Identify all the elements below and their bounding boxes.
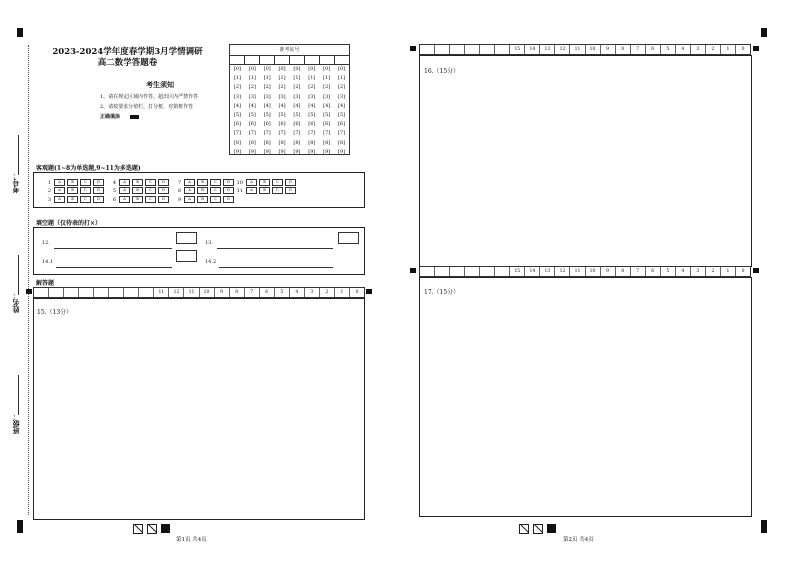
- mc-option-bubble[interactable]: C: [80, 187, 91, 194]
- fill-q12-line[interactable]: [54, 248, 172, 249]
- ticket-digit-bubble[interactable]: [5]: [338, 112, 346, 119]
- ticket-digit-bubble[interactable]: [6]: [338, 121, 346, 128]
- ticket-digit-bubble[interactable]: [2]: [263, 84, 271, 91]
- answer-area-q17[interactable]: [419, 277, 752, 517]
- solution-title: 解答题: [36, 280, 55, 287]
- ticket-digit-bubble[interactable]: [7]: [293, 130, 301, 137]
- name-label: 姓名：: [11, 292, 20, 313]
- score-cell[interactable]: 11: [154, 288, 169, 297]
- mc-question-number: 9: [177, 196, 181, 203]
- ticket-digit-bubble[interactable]: [1]: [293, 75, 301, 82]
- score-cell[interactable]: 3: [305, 288, 320, 297]
- mc-option-bubble[interactable]: A: [246, 187, 257, 194]
- notice-block: [100, 80, 220, 120]
- exam-no-line: [18, 135, 19, 175]
- ticket-digit-bubble[interactable]: [0]: [308, 66, 316, 72]
- score-cell[interactable]: 11: [570, 267, 585, 276]
- score-cell[interactable]: 1: [721, 267, 736, 276]
- ticket-digit-bubble[interactable]: [4]: [308, 102, 316, 109]
- mc-question-number: 2: [47, 187, 51, 194]
- fill-q12-label: 12.: [42, 240, 50, 246]
- ticket-digit-bubble[interactable]: [3]: [278, 93, 286, 100]
- notice-line-1: 1、请在规定区域内作答，超出区内严禁作答: [100, 94, 199, 100]
- ticket-digit-bubble[interactable]: [8]: [308, 139, 316, 146]
- mc-question-number: 5: [112, 187, 116, 194]
- score-cell[interactable]: 3: [691, 45, 706, 54]
- mc-option-bubble[interactable]: D: [158, 196, 169, 203]
- score-cell[interactable]: [480, 45, 495, 54]
- ticket-digit-bubble[interactable]: [9]: [293, 148, 301, 155]
- q16-label: 16.（15分）: [424, 68, 460, 75]
- ticket-column[interactable]: [275, 65, 290, 157]
- score-cell[interactable]: 13: [540, 45, 555, 54]
- mc-option-bubble[interactable]: D: [285, 187, 296, 194]
- ticket-digit-bubble[interactable]: [6]: [278, 121, 286, 128]
- mc-option-bubble[interactable]: A: [184, 187, 195, 194]
- score-cell[interactable]: 6: [646, 267, 661, 276]
- corner-mark-tr: [761, 28, 767, 37]
- score-cell[interactable]: 6: [646, 45, 661, 54]
- mc-option-bubble[interactable]: B: [67, 179, 78, 186]
- score-cell[interactable]: 15: [510, 267, 525, 276]
- score-cell[interactable]: 11: [570, 45, 585, 54]
- corner-mark-tl: [17, 28, 23, 37]
- mc-option-bubble[interactable]: C: [210, 187, 221, 194]
- score-cell[interactable]: 0: [741, 269, 745, 274]
- ticket-digit-bubble[interactable]: [6]: [263, 121, 271, 128]
- notice-title: 考生须知: [146, 80, 174, 89]
- ticket-digit-bubble[interactable]: [1]: [278, 75, 286, 82]
- corner-mark-bl: [17, 520, 23, 533]
- score-cell[interactable]: 12: [169, 288, 184, 297]
- score-strip-mark-left: [26, 289, 32, 294]
- ticket-digit-bubble[interactable]: [1]: [248, 75, 256, 82]
- ticket-digit-bubble[interactable]: [0]: [278, 66, 286, 72]
- answer-area-q15[interactable]: [33, 298, 365, 520]
- ticket-digit-bubble[interactable]: [5]: [308, 112, 316, 119]
- mc-option-bubble[interactable]: B: [67, 187, 78, 194]
- score-cell[interactable]: 5: [661, 267, 676, 276]
- mc-option-bubble[interactable]: A: [54, 187, 65, 194]
- ticket-digit-bubble[interactable]: [3]: [323, 93, 331, 100]
- mc-option-bubble[interactable]: A: [184, 196, 195, 203]
- ticket-digit-bubble[interactable]: [7]: [248, 130, 256, 137]
- mc-option-bubble[interactable]: C: [210, 196, 221, 203]
- ticket-digit-bubble[interactable]: [7]: [338, 130, 346, 137]
- score-cell[interactable]: 4: [290, 288, 305, 297]
- score-cell[interactable]: [435, 267, 450, 276]
- score-cell[interactable]: [450, 45, 465, 54]
- mc-option-bubble[interactable]: B: [197, 196, 208, 203]
- score-cell[interactable]: [465, 267, 480, 276]
- mc-option-bubble[interactable]: D: [223, 179, 234, 186]
- mc-option-bubble[interactable]: D: [93, 179, 104, 186]
- ticket-digit-bubble[interactable]: [3]: [338, 93, 346, 100]
- ticket-digit-bubble[interactable]: [5]: [278, 112, 286, 119]
- page-number-2: 第2页 共4页: [563, 537, 594, 543]
- mc-question-number: 6: [112, 196, 116, 203]
- mark-example-label: 正确填涂: [100, 114, 121, 120]
- fill-q13-line[interactable]: [217, 248, 333, 249]
- score-cell[interactable]: [139, 288, 154, 297]
- mc-option-bubble[interactable]: A: [54, 179, 65, 186]
- ticket-digit-bubble[interactable]: [0]: [293, 66, 301, 72]
- score-cell[interactable]: [495, 45, 510, 54]
- mc-option-bubble[interactable]: C: [145, 179, 156, 186]
- score-strip-q16[interactable]: [419, 44, 751, 55]
- ticket-digit-bubble[interactable]: [4]: [323, 102, 331, 109]
- score-cell[interactable]: 12: [555, 267, 570, 276]
- score-cell[interactable]: [435, 45, 450, 54]
- mc-question-row[interactable]: [233, 187, 298, 194]
- score-cell[interactable]: [465, 45, 480, 54]
- mc-question-row[interactable]: [106, 179, 171, 186]
- exam-no-label: 考号：: [11, 172, 20, 193]
- mc-option-bubble[interactable]: B: [132, 179, 143, 186]
- mc-option-bubble[interactable]: B: [132, 187, 143, 194]
- ticket-digit-bubble[interactable]: [7]: [323, 130, 331, 137]
- footer-mark-6: [547, 524, 556, 533]
- score-cell[interactable]: [94, 288, 109, 297]
- ticket-digit-bubble[interactable]: [1]: [308, 75, 316, 82]
- mc-question-row[interactable]: [106, 196, 171, 203]
- ticket-digit-bubble[interactable]: [8]: [338, 139, 346, 146]
- filled-mark-example: [130, 115, 139, 119]
- mc-question-number: 3: [47, 196, 51, 203]
- fill-q14-score[interactable]: [176, 250, 197, 262]
- ticket-column[interactable]: [334, 65, 349, 157]
- fill-q12-score[interactable]: [176, 232, 197, 244]
- ticket-digit-bubble[interactable]: [6]: [323, 121, 331, 128]
- ticket-digit-bubble[interactable]: [8]: [263, 139, 271, 146]
- fill-q14-1-line[interactable]: [56, 267, 172, 268]
- mc-option-bubble[interactable]: C: [80, 196, 91, 203]
- score-cell[interactable]: 14: [525, 45, 540, 54]
- score-cell[interactable]: 8: [230, 288, 245, 297]
- name-line: [18, 255, 19, 295]
- score-cell[interactable]: 9: [601, 267, 616, 276]
- ticket-digit-bubble[interactable]: [5]: [293, 112, 301, 119]
- ticket-grid[interactable]: [229, 44, 350, 155]
- score-cell[interactable]: [480, 267, 495, 276]
- ticket-digit-bubble[interactable]: [9]: [278, 148, 286, 155]
- score-cell[interactable]: 2: [320, 288, 335, 297]
- ticket-digit-bubble[interactable]: [5]: [233, 112, 241, 119]
- score-cell[interactable]: 8: [616, 45, 631, 54]
- mc-option-bubble[interactable]: B: [197, 179, 208, 186]
- mc-option-bubble[interactable]: D: [223, 187, 234, 194]
- score-cell[interactable]: 2: [706, 45, 721, 54]
- ticket-digit-bubble[interactable]: [2]: [293, 84, 301, 91]
- ticket-digit-bubble[interactable]: [7]: [233, 130, 241, 137]
- ticket-digit-bubble[interactable]: [2]: [248, 84, 256, 91]
- mc-question-row[interactable]: [106, 187, 171, 194]
- ticket-digit-bubble[interactable]: [0]: [338, 66, 346, 72]
- ticket-column[interactable]: [230, 65, 245, 157]
- ticket-column[interactable]: [260, 65, 275, 157]
- ticket-digit-bubble[interactable]: [6]: [308, 121, 316, 128]
- ticket-title: 准考证号: [230, 45, 349, 56]
- ticket-digit-bubble[interactable]: [7]: [263, 130, 271, 137]
- class-line: [18, 375, 19, 415]
- class-label: 班级：: [11, 413, 20, 434]
- score-cell[interactable]: 3: [691, 267, 706, 276]
- score-cell[interactable]: 8: [616, 267, 631, 276]
- score-cell[interactable]: 4: [676, 267, 691, 276]
- score-cell[interactable]: 6: [260, 288, 275, 297]
- mc-option-bubble[interactable]: D: [158, 187, 169, 194]
- mc-question-row[interactable]: [171, 187, 236, 194]
- ticket-digit-bubble[interactable]: [0]: [233, 66, 241, 72]
- score-cell[interactable]: 2: [706, 267, 721, 276]
- score-cell[interactable]: [109, 288, 124, 297]
- mc-option-bubble[interactable]: B: [197, 187, 208, 194]
- ticket-digit-bubble[interactable]: [2]: [278, 84, 286, 91]
- strip16-mark-right: [753, 46, 759, 51]
- mc-option-bubble[interactable]: A: [54, 196, 65, 203]
- q17-label: 17.（15分）: [424, 289, 460, 296]
- footer-mark-1: [133, 524, 143, 534]
- score-cell[interactable]: [420, 45, 435, 54]
- ticket-digit-bubble[interactable]: [3]: [233, 93, 241, 100]
- exam-subtitle: 高二数学答题卷: [97, 58, 158, 68]
- mc-option-bubble[interactable]: D: [158, 179, 169, 186]
- mc-option-bubble[interactable]: D: [285, 179, 296, 186]
- ticket-digit-bubble[interactable]: [1]: [323, 75, 331, 82]
- mc-question-number: 10: [236, 179, 243, 186]
- notice-line-2: 2、请按要求分值栏，打分框，对错框作答: [100, 104, 194, 110]
- mc-option-bubble[interactable]: B: [67, 196, 78, 203]
- ticket-digit-bubble[interactable]: [3]: [308, 93, 316, 100]
- score-cell[interactable]: 13: [540, 267, 555, 276]
- mc-option-bubble[interactable]: B: [259, 179, 270, 186]
- score-cell[interactable]: 11: [184, 288, 199, 297]
- footer-mark-2: [147, 524, 157, 534]
- mc-option-bubble[interactable]: D: [93, 196, 104, 203]
- ticket-digit-bubble[interactable]: [4]: [233, 102, 241, 109]
- ticket-digit-bubble[interactable]: [6]: [248, 121, 256, 128]
- ticket-digit-bubble[interactable]: [2]: [338, 84, 346, 91]
- ticket-digit-bubble[interactable]: [5]: [263, 112, 271, 119]
- score-cell[interactable]: 15: [510, 45, 525, 54]
- ticket-digit-bubble[interactable]: [9]: [323, 148, 331, 155]
- ticket-digit-bubble[interactable]: [0]: [263, 66, 271, 72]
- objective-title: 客观题(1~8为单选题,9~11为多选题): [36, 165, 141, 172]
- score-cell[interactable]: [495, 267, 510, 276]
- strip16-mark-left: [410, 46, 416, 51]
- ticket-digit-bubble[interactable]: [9]: [233, 148, 241, 155]
- score-cell[interactable]: 14: [525, 267, 540, 276]
- mc-option-bubble[interactable]: A: [246, 179, 257, 186]
- mc-option-bubble[interactable]: A: [184, 179, 195, 186]
- mc-option-bubble[interactable]: C: [145, 196, 156, 203]
- ticket-digit-bubble[interactable]: [4]: [278, 102, 286, 109]
- ticket-digit-bubble[interactable]: [0]: [248, 66, 256, 72]
- mc-question-number: 8: [177, 187, 181, 194]
- score-strip-mark-right: [366, 289, 372, 294]
- ticket-digit-bubble[interactable]: [4]: [293, 102, 301, 109]
- ticket-digit-bubble[interactable]: [3]: [248, 93, 256, 100]
- mc-question-number: 11: [236, 187, 243, 194]
- binding-line: [28, 45, 29, 515]
- mc-option-bubble[interactable]: A: [119, 196, 130, 203]
- score-cell[interactable]: 9: [215, 288, 230, 297]
- mc-option-bubble[interactable]: C: [210, 179, 221, 186]
- score-strip-q17[interactable]: [419, 266, 751, 277]
- score-cell[interactable]: 0: [355, 290, 359, 295]
- score-cell[interactable]: 9: [601, 45, 616, 54]
- ticket-digit-bubble[interactable]: [9]: [338, 148, 346, 155]
- ticket-digit-bubble[interactable]: [4]: [338, 102, 346, 109]
- exam-title: 2023-2024学年度春学期3月学情调研: [52, 47, 203, 57]
- fill-title: 填空题（仅待表的打×）: [36, 220, 102, 227]
- ticket-digit-bubble[interactable]: [8]: [293, 139, 301, 146]
- mc-option-bubble[interactable]: C: [80, 179, 91, 186]
- ticket-write-row[interactable]: [230, 56, 349, 65]
- score-cell[interactable]: 7: [631, 45, 646, 54]
- mc-question-row[interactable]: [233, 179, 298, 186]
- page-number-1: 第1页 共4页: [176, 537, 207, 543]
- footer-mark-5: [533, 524, 543, 534]
- score-cell[interactable]: [124, 288, 139, 297]
- score-cell[interactable]: 7: [631, 267, 646, 276]
- score-cell[interactable]: 12: [555, 45, 570, 54]
- ticket-column[interactable]: [319, 65, 334, 157]
- mc-question-row[interactable]: [171, 196, 236, 203]
- mc-option-bubble[interactable]: D: [223, 196, 234, 203]
- score-cell[interactable]: 10: [586, 45, 601, 54]
- ticket-digit-bubble[interactable]: [4]: [248, 102, 256, 109]
- score-cell[interactable]: 5: [275, 288, 290, 297]
- corner-mark-br: [761, 520, 767, 533]
- mc-option-bubble[interactable]: C: [272, 179, 283, 186]
- mc-question-number: 1: [47, 179, 51, 186]
- strip17-mark-right: [753, 268, 759, 273]
- ticket-digit-bubble[interactable]: [7]: [278, 130, 286, 137]
- ticket-digit-bubble[interactable]: [8]: [248, 139, 256, 146]
- score-cell[interactable]: 10: [200, 288, 215, 297]
- strip17-mark-left: [410, 268, 416, 273]
- ticket-digit-bubble[interactable]: [2]: [308, 84, 316, 91]
- ticket-digit-bubble[interactable]: [9]: [248, 148, 256, 155]
- fill-q14-2-label: 14.2: [205, 259, 217, 265]
- ticket-digit-bubble[interactable]: [5]: [248, 112, 256, 119]
- mc-question-row[interactable]: [41, 179, 106, 186]
- ticket-digit-bubble[interactable]: [0]: [323, 66, 331, 72]
- ticket-digit-bubble[interactable]: [4]: [263, 102, 271, 109]
- ticket-digit-bubble[interactable]: [9]: [308, 148, 316, 155]
- ticket-column[interactable]: [304, 65, 319, 157]
- mc-question-number: 7: [177, 179, 181, 186]
- score-cell[interactable]: [450, 267, 465, 276]
- mc-question-row[interactable]: [41, 187, 106, 194]
- ticket-digit-bubble[interactable]: [1]: [233, 75, 241, 82]
- ticket-column[interactable]: [290, 65, 305, 157]
- ticket-digit-bubble[interactable]: [7]: [308, 130, 316, 137]
- ticket-digit-bubble[interactable]: [3]: [293, 93, 301, 100]
- score-cell[interactable]: [49, 288, 64, 297]
- score-cell[interactable]: 0: [741, 47, 745, 52]
- ticket-digit-bubble[interactable]: [6]: [293, 121, 301, 128]
- fill-q13-label: 13.: [205, 240, 213, 246]
- q15-label: 15.（13分）: [37, 309, 73, 316]
- score-cell[interactable]: [420, 267, 435, 276]
- score-cell[interactable]: 10: [586, 267, 601, 276]
- ticket-column[interactable]: [245, 65, 260, 157]
- ticket-digit-bubble[interactable]: [2]: [233, 84, 241, 91]
- fill-q14-1-label: 14.1: [42, 259, 54, 265]
- mc-option-bubble[interactable]: B: [132, 196, 143, 203]
- mc-option-bubble[interactable]: A: [119, 187, 130, 194]
- mc-question-row[interactable]: [41, 196, 106, 203]
- mc-option-bubble[interactable]: B: [259, 187, 270, 194]
- score-cell[interactable]: [64, 288, 79, 297]
- ticket-digit-bubble[interactable]: [5]: [323, 112, 331, 119]
- score-cell[interactable]: 5: [661, 45, 676, 54]
- mc-question-row[interactable]: [171, 179, 236, 186]
- mc-option-bubble[interactable]: D: [93, 187, 104, 194]
- score-cell[interactable]: 1: [335, 288, 350, 297]
- ticket-digit-bubble[interactable]: [8]: [323, 139, 331, 146]
- fill-q13-score[interactable]: [338, 232, 359, 244]
- mc-option-bubble[interactable]: A: [119, 179, 130, 186]
- ticket-digit-bubble[interactable]: [9]: [263, 148, 271, 155]
- ticket-digit-bubble[interactable]: [8]: [278, 139, 286, 146]
- score-cell[interactable]: 7: [245, 288, 260, 297]
- score-strip-q15[interactable]: [33, 287, 365, 298]
- score-cell[interactable]: 1: [721, 45, 736, 54]
- mc-option-bubble[interactable]: C: [145, 187, 156, 194]
- score-cell[interactable]: [79, 288, 94, 297]
- score-cell[interactable]: 4: [676, 45, 691, 54]
- ticket-digit-bubble[interactable]: [1]: [338, 75, 346, 82]
- ticket-digit-bubble[interactable]: [8]: [233, 139, 241, 146]
- ticket-digit-bubble[interactable]: [3]: [263, 93, 271, 100]
- footer-mark-3: [161, 524, 170, 533]
- ticket-digit-bubble[interactable]: [6]: [233, 121, 241, 128]
- answer-area-q16[interactable]: [419, 55, 752, 267]
- ticket-digit-bubble[interactable]: [2]: [323, 84, 331, 91]
- fill-q14-2-line[interactable]: [219, 267, 333, 268]
- mc-question-number: 4: [112, 179, 116, 186]
- ticket-bubbles[interactable]: [230, 65, 349, 157]
- ticket-digit-bubble[interactable]: [1]: [263, 75, 271, 82]
- mc-option-bubble[interactable]: C: [272, 187, 283, 194]
- score-cell[interactable]: [34, 288, 49, 297]
- footer-mark-4: [519, 524, 529, 534]
